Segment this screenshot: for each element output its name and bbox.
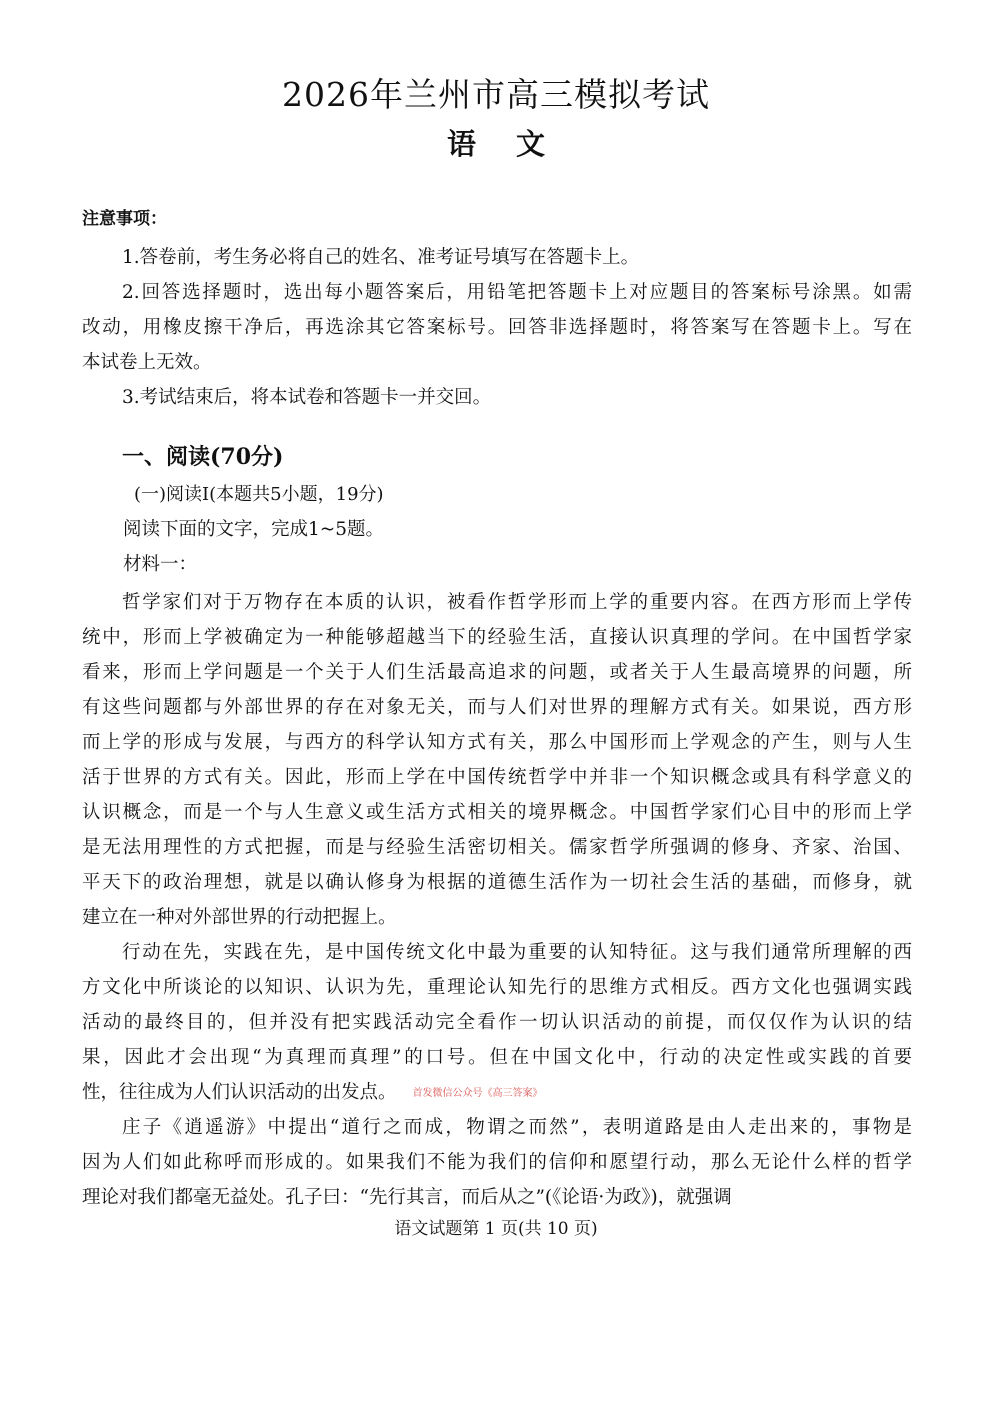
paragraph-line: 认识概念，而是一个与人生意义或生活方式相关的境界概念。中国哲学家们心目中的形而上学 <box>82 802 912 823</box>
paragraph-line-with-watermark <box>82 1075 912 1111</box>
paragraph-line: 性，往往成为人们认识活动的出发点。 <box>82 1082 397 1103</box>
paragraph-line: 理论对我们都毫无益处。孔子曰：“先行其言，而后从之”(《论语·为政》)，就强调 <box>82 1187 732 1208</box>
paragraph-line: 哲学家们对于万物存在本质的认识，被看作哲学形而上学的重要内容。在西方形而上学传 <box>122 592 912 613</box>
paragraph-line: 果，因此才会出现“为真理而真理”的口号。但在中国文化中，行动的决定性或实践的首要 <box>82 1047 912 1068</box>
paragraph-line: 是无法用理性的方式把握，而是与经验生活密切相关。儒家哲学所强调的修身、齐家、治国、 <box>82 837 912 858</box>
paragraph-line: 活于世界的方式有关。因此，形而上学在中国传统哲学中并非一个知识概念或具有科学意义的 <box>82 767 912 788</box>
note-item-3: 3.考试结束后，将本试卷和答题卡一并交回。 <box>122 387 492 408</box>
paragraph-line: 统中，形而上学被确定为一种能够超越当下的经验生活，直接认识真理的学问。在中国哲学家 <box>82 627 912 648</box>
paragraph-2 <box>82 935 912 1111</box>
material-label: 材料一： <box>123 554 198 575</box>
paragraph-line: 方文化中所谈论的以知识、认识为先，重理论认知先行的思维方式相反。西方文化也强调实践 <box>82 977 912 998</box>
paragraph-1 <box>82 585 912 935</box>
note-item-2-line-3: 本试卷上无效。 <box>82 352 212 373</box>
paragraph-line: 看来，形而上学问题是一个关于人们生活最高追求的问题，或者关于人生最高境界的问题，所 <box>82 662 912 683</box>
notes-list <box>82 240 912 415</box>
paragraph-line: 活动的最终目的，但并没有把实践活动完全看作一切认识活动的前提，而仅仅作为认识的结 <box>82 1012 912 1033</box>
page-footer: 语文试题第 1 页(共 10 页) <box>394 1219 598 1239</box>
note-item-1: 1.答卷前，考生务必将自己的姓名、准考证号填写在答题卡上。 <box>122 247 640 268</box>
paragraph-line: 庄子《逍遥游》中提出“道行之而成，物谓之而然”，表明道路是由人走出来的，事物是 <box>122 1117 912 1138</box>
exam-title: 2026年兰州市高三模拟考试 <box>282 75 710 114</box>
paragraph-line: 有这些问题都与外部世界的存在对象无关，而与人们对世界的理解方式有关。如果说，西方形 <box>82 697 912 718</box>
note-item-2-line-1: 2.回答选择题时，选出每小题答案后，用铅笔把答题卡上对应题目的答案标号涂黑。如需 <box>122 282 912 303</box>
notes-heading: 注意事项： <box>82 209 167 229</box>
paragraph-line: 建立在一种对外部世界的行动把握上。 <box>82 907 397 928</box>
reading-instruction: 阅读下面的文字，完成1~5题。 <box>123 519 385 540</box>
section-heading: 一、阅读(70分) <box>122 444 284 470</box>
paragraph-3 <box>82 1110 912 1215</box>
exam-subject: 语文 <box>446 127 585 161</box>
paragraph-line: 而上学的形成与发展，与西方的科学认知方式有关，那么中国形而上学观念的产生，则与人生 <box>82 732 912 753</box>
paragraph-line: 行动在先，实践在先，是中国传统文化中最为重要的认知特征。这与我们通常所理解的西 <box>122 942 912 963</box>
note-item-2-line-2: 改动，用橡皮擦干净后，再选涂其它答案标号。回答非选择题时，将答案写在答题卡上。写在 <box>82 317 912 338</box>
watermark-text: 首发微信公众号《高三答案》 <box>412 1087 543 1099</box>
paragraph-line: 平天下的政治理想，就是以确认修身为根据的道德生活作为一切社会生活的基础，而修身，就 <box>82 872 912 893</box>
section-subheading: (一)阅读Ⅰ(本题共5小题，19分) <box>134 484 384 505</box>
paragraph-line: 因为人们如此称呼而形成的。如果我们不能为我们的信仰和愿望行动，那么无论什么样的哲学 <box>82 1152 912 1173</box>
